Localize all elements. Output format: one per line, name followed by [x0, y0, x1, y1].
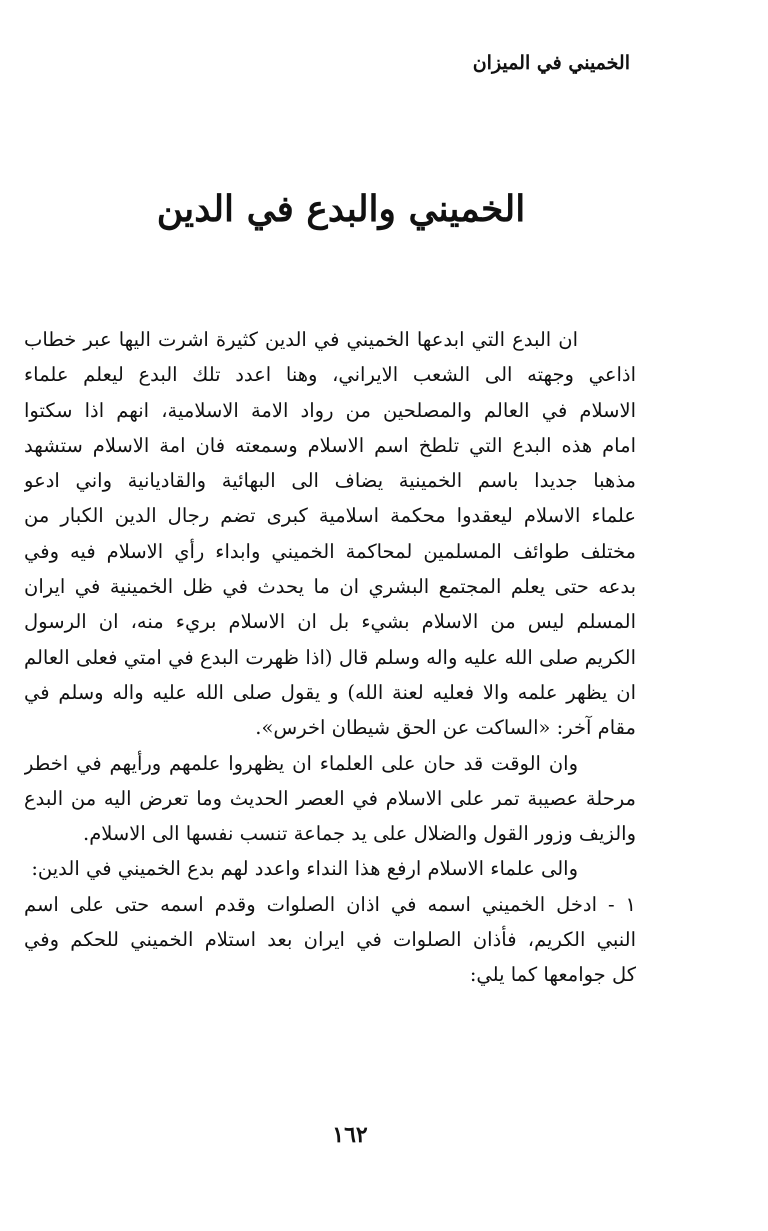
- text-line: اذاعي وجهته الى الشعب الايراني، وهنا اعدد تلك البدع ليعلم علماء: [24, 363, 636, 387]
- text-line: ١ - ادخل الخميني اسمه في اذان الصلوات وقدم اسمه حتى على اسم: [24, 892, 636, 916]
- text-line: علماء الاسلام ليعقدوا محكمة اسلامية كبرى تضم رجال الدين الكبار من: [24, 504, 636, 528]
- text-line: مرحلة عصيبة تمر على الاسلام في العصر الحديث وما تعرض اليه من البدع: [24, 786, 636, 810]
- chapter-title: الخميني والبدع في الدين: [156, 188, 526, 230]
- text-line: الكريم صلى الله عليه واله وسلم قال (اذا ظهرت البدع في امتي فعلى العالم: [24, 645, 636, 669]
- text-line: الاسلام في العالم والمصلحين من رواد الامة الاسلامية، انهم اذا سكتوا: [24, 398, 636, 422]
- text-line: بدعه حتى يعلم المجتمع البشري ان ما يحدث في ظل الخمينية في ايران: [24, 575, 636, 599]
- text-line: مقام آخر: «الساكت عن الحق شيطان اخرس».: [255, 716, 636, 740]
- text-line: النبي الكريم، فأذان الصلوات في ايران بعد استلام الخميني للحكم وفي: [24, 928, 636, 952]
- text-line: امام هذه البدع التي تلطخ اسم الاسلام وسمعته فان امة الاسلام ستشهد: [24, 433, 636, 457]
- text-line: مختلف طوائف المسلمين لمحاكمة الخميني وابداء رأي الاسلام فيه وفي: [24, 539, 636, 563]
- text-line: والزيف وزور القول والضلال على يد جماعة تنسب نفسها الى الاسلام.: [83, 822, 636, 846]
- text-line: كل جوامعها كما يلي:: [469, 963, 636, 987]
- page-number: ١٦٢: [332, 1122, 368, 1148]
- text-line: والى علماء الاسلام ارفع هذا النداء واعدد لهم بدع الخميني في الدين:: [31, 857, 578, 881]
- body-text: [24, 322, 636, 993]
- text-line: ان البدع التي ابدعها الخميني في الدين كثيرة اشرت اليها عبر خطاب: [24, 328, 578, 351]
- text-line: مذهبا جديدا باسم الخمينية يضاف الى البهائية والقاديانية واني ادعو: [24, 469, 636, 493]
- text-line: وان الوقت قد حان على العلماء ان يظهروا علمهم ورأيهم في اخطر: [24, 751, 578, 775]
- text-line: ان يظهر علمه والا فعليه لعنة الله) و يقول صلى الله عليه واله وسلم في: [24, 680, 636, 704]
- running-header: الخميني في الميزان: [472, 52, 630, 74]
- text-line: المسلم ليس من الاسلام بشيء بل ان الاسلام بريء منه، ان الرسول: [24, 610, 636, 634]
